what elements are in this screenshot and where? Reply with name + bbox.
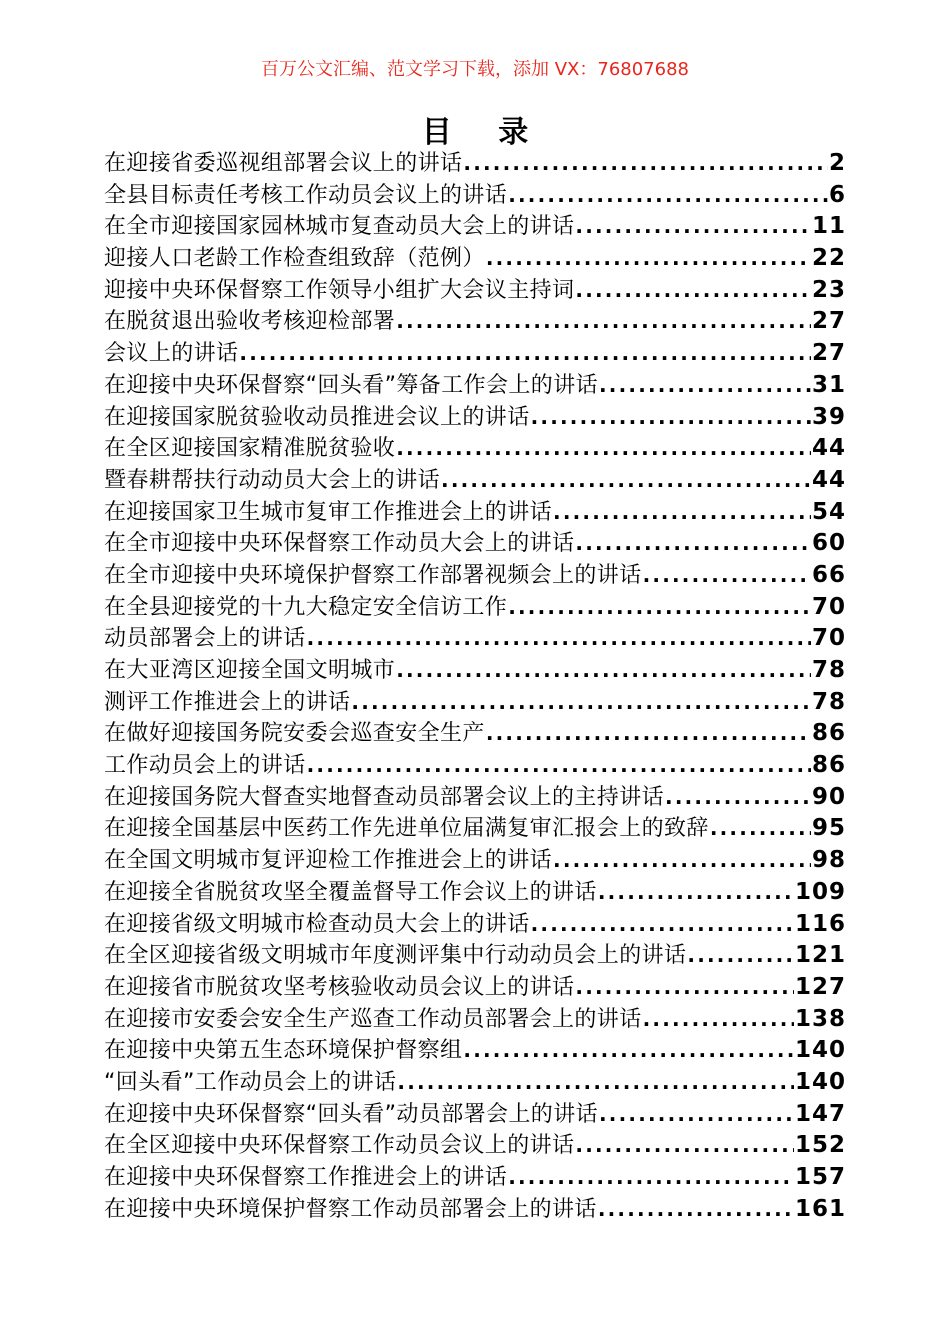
toc-entry-page-number: 31 <box>811 371 846 398</box>
toc-entry-page-number: 161 <box>794 1195 846 1222</box>
toc-entry-page-number: 54 <box>811 498 846 525</box>
toc-leader-dots <box>396 306 811 338</box>
toc-leader-dots <box>307 750 811 782</box>
toc-leader-dots <box>239 338 811 370</box>
toc-entry-page-number: 27 <box>811 308 846 335</box>
toc-entry[interactable] <box>104 211 846 243</box>
toc-leader-dots <box>351 687 811 719</box>
toc-leader-dots <box>397 1067 794 1099</box>
toc-entry-page-number: 44 <box>811 435 846 462</box>
toc-title: 目 录 <box>421 115 547 150</box>
toc-entry-title: 在迎接中央环保督察工作推进会上的讲话 <box>104 1165 508 1190</box>
toc-leader-dots <box>531 402 811 434</box>
toc-entry-title: 在迎接中央环境保护督察工作动员部署会上的讲话 <box>104 1196 597 1222</box>
toc-leader-dots <box>687 940 794 972</box>
toc-entry[interactable] <box>104 528 846 560</box>
toc-entry-title: 在迎接省级文明城市检查动员大会上的讲话 <box>104 911 530 937</box>
toc-entry-title: 在全区迎接省级文明城市年度测评集中行动动员会上的讲话 <box>104 943 687 969</box>
toc-entry-page-number: 127 <box>794 973 846 1000</box>
toc-entry-title: 迎接人口老龄工作检查组致辞（范例） <box>104 246 485 272</box>
toc-leader-dots <box>553 497 811 529</box>
toc-entry-title: 在迎接中央环保督察“回头看”动员部署会上的讲话 <box>104 1101 598 1127</box>
toc-entry-title: 会议上的讲话 <box>104 341 239 367</box>
toc-entry[interactable] <box>104 655 846 687</box>
toc-entry-page-number: 60 <box>811 530 846 557</box>
toc-entry-title: 在迎接中央第五生态环境保护督察组 <box>104 1038 463 1064</box>
toc-leader-dots <box>441 465 811 497</box>
toc-entry[interactable] <box>104 275 846 307</box>
toc-entry[interactable] <box>104 813 846 845</box>
toc-entry[interactable] <box>104 592 846 624</box>
toc-leader-dots <box>710 813 811 845</box>
toc-entry-page-number: 109 <box>794 878 846 905</box>
toc-entry-title: 测评工作推进会上的讲话 <box>104 689 351 715</box>
toc-leader-dots <box>486 718 811 750</box>
toc-entry[interactable] <box>104 877 846 909</box>
toc-entry[interactable] <box>104 370 846 402</box>
toc-entry[interactable] <box>104 845 846 877</box>
toc-entry-page-number: 66 <box>811 561 846 588</box>
toc-entry[interactable] <box>104 718 846 750</box>
toc-entry[interactable] <box>104 1035 846 1067</box>
toc-entry[interactable] <box>104 560 846 592</box>
toc-entry-title: 在做好迎接国务院安委会巡查安全生产 <box>104 721 485 747</box>
toc-entry-title: 在迎接省市脱贫攻坚考核验收动员会议上的讲话 <box>104 974 575 1000</box>
toc-leader-dots <box>599 1099 794 1131</box>
toc-entry-title: 动员部署会上的讲话 <box>104 626 306 652</box>
toc-entry-title: 在全县迎接党的十九大稳定安全信访工作 <box>104 594 508 620</box>
toc-entry-page-number: 2 <box>828 150 846 176</box>
toc-entry-page-number: 22 <box>811 245 846 272</box>
toc-entry[interactable] <box>104 782 846 814</box>
toc-entry-page-number: 39 <box>811 403 846 430</box>
toc-entry[interactable] <box>104 909 846 941</box>
toc-entry[interactable] <box>104 1067 846 1099</box>
toc-entry-title: 在大亚湾区迎接全国文明城市 <box>104 658 396 683</box>
toc-entry-title: 在脱贫退出验收考核迎检部署 <box>104 309 396 335</box>
toc-leader-dots <box>643 1004 794 1036</box>
toc-entry[interactable] <box>104 1162 846 1194</box>
toc-entry-title: 在全国文明城市复评迎检工作推进会上的讲话 <box>104 848 553 874</box>
toc-entry-title: 工作动员会上的讲话 <box>104 753 306 779</box>
toc-entry[interactable] <box>104 623 846 655</box>
toc-entry[interactable] <box>104 1130 846 1162</box>
toc-entry-title: 在全市迎接中央环境保护督察工作部署视频会上的讲话 <box>104 562 642 588</box>
toc-list <box>104 148 846 1225</box>
toc-entry-title: 在迎接省委巡视组部署会议上的讲话 <box>104 151 463 176</box>
toc-entry-title: 在迎接全省脱贫攻坚全覆盖督导工作会议上的讲话 <box>104 879 597 905</box>
toc-leader-dots <box>486 243 811 275</box>
toc-entry[interactable] <box>104 497 846 529</box>
toc-entry-page-number: 147 <box>794 1100 846 1127</box>
toc-entry[interactable] <box>104 433 846 465</box>
toc-entry-page-number: 140 <box>794 1068 846 1095</box>
toc-leader-dots <box>531 909 794 941</box>
toc-entry[interactable] <box>104 306 846 338</box>
toc-entry-page-number: 140 <box>794 1037 846 1064</box>
toc-entry-title: 全县目标责任考核工作动员会议上的讲话 <box>104 182 508 208</box>
toc-leader-dots <box>598 1194 794 1226</box>
toc-entry[interactable] <box>104 148 846 180</box>
toc-entry-title: 在全市迎接国家园林城市复查动员大会上的讲话 <box>104 214 575 240</box>
toc-entry-page-number: 90 <box>811 783 846 810</box>
toc-leader-dots <box>463 1035 794 1067</box>
toc-entry-page-number: 121 <box>794 942 846 969</box>
toc-entry-page-number: 152 <box>794 1132 846 1159</box>
toc-entry-title: 在迎接市安委会安全生产巡查工作动员部署会上的讲话 <box>104 1006 642 1032</box>
toc-entry-title: 迎接中央环保督察工作领导小组扩大会议主持词 <box>104 277 575 303</box>
toc-entry-page-number: 70 <box>811 593 846 620</box>
toc-entry-title: 在全区迎接国家精准脱贫验收 <box>104 436 396 462</box>
toc-leader-dots <box>463 148 828 180</box>
toc-leader-dots <box>508 180 828 212</box>
toc-entry[interactable] <box>104 243 846 275</box>
toc-entry-page-number: 157 <box>794 1164 846 1190</box>
toc-entry-title: 在迎接国家脱贫验收动员推进会议上的讲话 <box>104 404 530 430</box>
toc-entry-title: 在迎接国务院大督查实地督查动员部署会议上的主持讲话 <box>104 784 665 810</box>
toc-leader-dots <box>307 623 811 655</box>
toc-entry-title: 在迎接中央环保督察“回头看”筹备工作会上的讲话 <box>104 372 598 398</box>
toc-leader-dots <box>575 275 811 307</box>
toc-entry[interactable] <box>104 1194 846 1226</box>
toc-entry[interactable] <box>104 180 846 212</box>
toc-leader-dots <box>665 782 811 814</box>
toc-entry-page-number: 138 <box>794 1005 846 1032</box>
header-note: 百万公文汇编、范文学习下载，添加 VX：76807688 <box>261 59 689 80</box>
toc-leader-dots <box>508 592 811 624</box>
toc-entry-title: 在迎接国家卫生城市复审工作推进会上的讲话 <box>104 499 553 525</box>
toc-entry-page-number: 116 <box>794 910 846 937</box>
toc-entry-title: 暨春耕帮扶行动动员大会上的讲话 <box>104 467 441 493</box>
toc-entry-page-number: 70 <box>811 625 846 652</box>
toc-leader-dots <box>575 1130 794 1162</box>
toc-entry[interactable] <box>104 338 846 370</box>
toc-entry[interactable] <box>104 402 846 434</box>
toc-entry-title: “回头看”工作动员会上的讲话 <box>104 1069 397 1095</box>
toc-leader-dots <box>575 528 811 560</box>
toc-entry-page-number: 95 <box>811 815 846 842</box>
toc-entry-page-number: 86 <box>811 752 846 779</box>
toc-entry-page-number: 78 <box>811 657 846 683</box>
toc-entry-page-number: 44 <box>811 466 846 493</box>
toc-entry[interactable] <box>104 1004 846 1036</box>
toc-entry-title: 在全市迎接中央环保督察工作动员大会上的讲话 <box>104 531 575 557</box>
toc-entry-page-number: 27 <box>811 340 846 367</box>
toc-entry-title: 在迎接全国基层中医药工作先进单位届满复审汇报会上的致辞 <box>104 816 709 842</box>
toc-entry-page-number: 23 <box>811 276 846 303</box>
toc-leader-dots <box>599 370 811 402</box>
toc-leader-dots <box>643 560 811 592</box>
toc-leader-dots <box>396 655 811 687</box>
toc-entry-page-number: 78 <box>811 688 846 715</box>
toc-leader-dots <box>575 211 811 243</box>
toc-entry-title: 在全区迎接中央环保督察工作动员会议上的讲话 <box>104 1133 575 1159</box>
toc-entry[interactable] <box>104 972 846 1004</box>
toc-entry-page-number: 6 <box>828 181 846 208</box>
toc-entry[interactable] <box>104 1099 846 1131</box>
toc-leader-dots <box>575 972 794 1004</box>
toc-entry[interactable] <box>104 750 846 782</box>
toc-entry-page-number: 11 <box>811 213 846 240</box>
toc-leader-dots <box>598 877 794 909</box>
toc-entry[interactable] <box>104 940 846 972</box>
toc-entry[interactable] <box>104 465 846 497</box>
toc-entry[interactable] <box>104 687 846 719</box>
toc-entry-page-number: 86 <box>811 720 846 747</box>
toc-entry-page-number: 98 <box>811 847 846 874</box>
toc-leader-dots <box>553 845 811 877</box>
toc-leader-dots <box>508 1162 794 1194</box>
toc-leader-dots <box>396 433 811 465</box>
